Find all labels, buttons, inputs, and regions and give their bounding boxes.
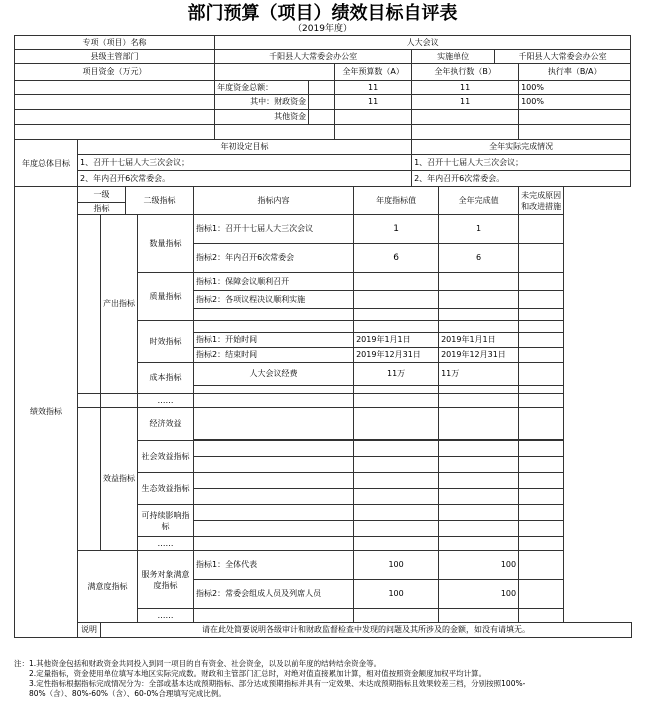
blank-cell	[519, 363, 564, 386]
effect-indicator-label: 效益指标	[101, 408, 138, 551]
annual-total-label: 年度资金总额：	[215, 81, 309, 95]
blank-cell	[519, 125, 631, 140]
level1-header-top: 一级	[78, 187, 126, 203]
blank-cell	[519, 333, 564, 348]
blank-cell	[354, 521, 439, 537]
timeliness-actual-1: 2019年1月1日	[439, 333, 519, 348]
blank-cell	[78, 394, 101, 408]
quantity-indicator-label: 数量指标	[138, 215, 194, 273]
other-funds-label: 其他资金	[215, 110, 309, 125]
blank-cell	[354, 505, 439, 521]
initial-goal-1: 1、召开十七届人大三次会议；	[78, 155, 412, 171]
finance-funds-label: 其中：财政资金	[215, 95, 309, 110]
impl-unit-value: 千阳县人大常委会办公室	[495, 50, 631, 64]
service-satisfaction-label: 服务对象满意度指标	[138, 551, 194, 609]
blank-cell	[354, 408, 439, 440]
blank-cell	[439, 537, 519, 551]
blank-cell	[354, 489, 439, 505]
dept-in-charge-value: 千阳县人大常委会办公室	[215, 50, 412, 64]
blank-cell	[15, 110, 215, 125]
blank-cell	[15, 95, 215, 110]
blank-cell	[215, 64, 335, 81]
blank-cell	[194, 521, 354, 537]
quantity-indicator-1: 指标1：召开十七届人大三次会议	[194, 215, 354, 244]
blank-cell	[194, 386, 354, 394]
blank-cell	[519, 489, 564, 505]
blank-cell	[354, 537, 439, 551]
blank-cell	[439, 291, 519, 309]
content-header: 指标内容	[194, 187, 354, 215]
blank-cell	[412, 110, 519, 125]
footnote-3: 3.定性指标根据指标完成情况分为：全部或基本达成预期指标、部分达成预期指标并具有一定效果、未达成预期指标且效果较差三档，分别按照100%-	[14, 679, 526, 688]
blank-cell	[194, 394, 354, 408]
blank-cell	[519, 348, 564, 363]
social-indicator-label: 社会效益指标	[138, 441, 194, 473]
blank-cell	[215, 125, 335, 140]
economic-indicator-label: 经济效益	[138, 408, 194, 441]
reason-header: 未完成原因和改进措施	[519, 187, 564, 215]
satisfaction-indicator-label: 满意度指标	[78, 551, 138, 623]
blank-cell	[309, 81, 335, 95]
blank-cell	[439, 309, 519, 321]
timeliness-indicator-label: 时效指标	[138, 321, 194, 363]
output-indicator-label: 产出指标	[101, 215, 138, 394]
remark-label: 说明	[78, 623, 101, 638]
initial-goal-header: 年初设定目标	[78, 140, 412, 155]
satisfaction-ellipsis: ……	[138, 609, 194, 623]
funds-label: 项目资金（万元）	[15, 64, 215, 81]
blank-cell	[519, 386, 564, 394]
finance-rate-value: 100%	[519, 95, 631, 110]
blank-cell	[439, 521, 519, 537]
timeliness-target-2: 2019年12月31日	[354, 348, 439, 363]
blank-cell	[354, 473, 439, 489]
blank-cell	[15, 125, 215, 140]
blank-cell	[519, 609, 564, 623]
blank-cell	[439, 609, 519, 623]
dept-in-charge-label: 县级主管部门	[15, 50, 215, 64]
blank-cell	[519, 457, 564, 473]
cost-indicator-1: 人大会议经费	[194, 363, 354, 386]
satisfaction-indicator-2: 指标2：常委会组成人员及列席人员	[194, 580, 354, 609]
perf-indicator-label: 绩效指标	[15, 187, 78, 638]
blank-cell	[335, 110, 412, 125]
blank-cell	[335, 125, 412, 140]
effect-ellipsis: ……	[138, 537, 194, 551]
actual-value-header: 全年完成值	[439, 187, 519, 215]
blank-cell	[194, 321, 354, 333]
self-evaluation-table	[14, 35, 632, 638]
timeliness-indicator-1: 指标1：开始时间	[194, 333, 354, 348]
budget-col-header: 全年预算数（A）	[335, 64, 412, 81]
blank-cell	[519, 580, 564, 609]
finance-exec-value: 11	[412, 95, 519, 110]
footnotes	[14, 659, 639, 699]
blank-cell	[519, 394, 564, 408]
quality-indicator-2: 指标2：各项议程决议顺利实施	[194, 291, 354, 309]
blank-cell	[194, 309, 354, 321]
blank-cell	[354, 321, 439, 333]
blank-cell	[194, 457, 354, 473]
project-name-label: 专项（项目）名称	[15, 36, 215, 50]
output-ellipsis: ……	[138, 394, 194, 408]
blank-cell	[439, 408, 519, 440]
rate-col-header: 执行率（B/A）	[519, 64, 631, 81]
blank-cell	[439, 394, 519, 408]
blank-cell	[194, 441, 354, 457]
actual-status-1: 1、召开十七届人大三次会议；	[412, 155, 631, 171]
blank-cell	[519, 473, 564, 489]
blank-cell	[309, 95, 335, 110]
blank-cell	[519, 505, 564, 521]
satisfaction-target-1: 100	[354, 551, 439, 580]
project-name-value: 人大会议	[215, 36, 631, 50]
satisfaction-actual-2: 100	[439, 580, 519, 609]
blank-cell	[412, 125, 519, 140]
total-rate-value: 100%	[519, 81, 631, 95]
annual-value-header: 年度指标值	[354, 187, 439, 215]
footnote-4: 80%（含）、80%-60%（含）、60-0%合理填写完成比例。	[14, 689, 226, 698]
cost-actual-1: 11万	[439, 363, 519, 386]
blank-cell	[194, 505, 354, 521]
footnote-2: 2.定量指标，资金使用单位填写本地区实际完成数。财政和主管部门汇总时，对绝对值直接累加计算，相对值按照资金额度加权平均计算。	[14, 669, 487, 678]
blank-cell	[309, 110, 335, 125]
blank-cell	[439, 473, 519, 489]
blank-cell	[519, 537, 564, 551]
initial-goal-2: 2、年内召开6次常委会。	[78, 171, 412, 187]
blank-cell	[519, 521, 564, 537]
blank-cell	[194, 473, 354, 489]
blank-cell	[519, 215, 564, 244]
eco-indicator-label: 生态效益指标	[138, 473, 194, 505]
sustain-indicator-label: 可持续影响指标	[138, 505, 194, 537]
quantity-indicator-2: 指标2：年内召开6次常委会	[194, 244, 354, 273]
level2-header: 二级指标	[126, 187, 194, 215]
blank-cell	[78, 408, 101, 551]
blank-cell	[354, 457, 439, 473]
blank-cell	[519, 273, 564, 291]
cost-indicator-label: 成本指标	[138, 363, 194, 394]
blank-cell	[194, 609, 354, 623]
quality-indicator-label: 质量指标	[138, 273, 194, 321]
blank-cell	[194, 408, 354, 440]
blank-cell	[439, 273, 519, 291]
blank-cell	[519, 441, 564, 457]
timeliness-indicator-2: 指标2：结束时间	[194, 348, 354, 363]
actual-status-2: 2、年内召开6次常委会。	[412, 171, 631, 187]
blank-cell	[78, 215, 101, 394]
blank-cell	[194, 537, 354, 551]
quantity-target-2: 6	[354, 244, 439, 273]
timeliness-actual-2: 2019年12月31日	[439, 348, 519, 363]
quantity-actual-2: 6	[439, 244, 519, 273]
blank-cell	[354, 609, 439, 623]
satisfaction-actual-1: 100	[439, 551, 519, 580]
cost-target-1: 11万	[354, 363, 439, 386]
quantity-actual-1: 1	[439, 215, 519, 244]
satisfaction-indicator-1: 指标1：全体代表	[194, 551, 354, 580]
blank-cell	[194, 489, 354, 505]
quantity-target-1: 1	[354, 215, 439, 244]
level1-header-bottom: 指标	[78, 203, 126, 215]
satisfaction-target-2: 100	[354, 580, 439, 609]
quality-indicator-1: 指标1：保障会议顺利召开	[194, 273, 354, 291]
impl-unit-label: 实施单位	[412, 50, 495, 64]
blank-cell	[519, 309, 564, 321]
exec-col-header: 全年执行数（B）	[412, 64, 519, 81]
blank-cell	[519, 321, 564, 333]
remark-text: 请在此处简要说明各级审计和财政监督检查中发现的问题及其所涉及的金额，如没有请填无。	[101, 623, 632, 638]
blank-cell	[354, 441, 439, 457]
blank-cell	[519, 244, 564, 273]
blank-cell	[519, 291, 564, 309]
blank-cell	[354, 394, 439, 408]
page-title: 部门预算（项目）绩效目标自评表	[187, 3, 458, 24]
total-exec-value: 11	[412, 81, 519, 95]
blank-cell	[519, 110, 631, 125]
footnote-1: 注：1.其他资金包括和财政资金共同投入到同一项目的自有资金、社会资金，以及以前年度的结转结余资金等。	[14, 659, 382, 668]
blank-cell	[354, 291, 439, 309]
blank-cell	[439, 386, 519, 394]
blank-cell	[439, 505, 519, 521]
blank-cell	[354, 386, 439, 394]
blank-cell	[354, 273, 439, 291]
blank-cell	[354, 309, 439, 321]
blank-cell	[439, 457, 519, 473]
timeliness-target-1: 2019年1月1日	[354, 333, 439, 348]
blank-cell	[519, 408, 564, 440]
blank-cell	[439, 321, 519, 333]
blank-cell	[439, 489, 519, 505]
blank-cell	[101, 394, 138, 408]
blank-cell	[15, 81, 215, 95]
blank-cell	[439, 441, 519, 457]
blank-cell	[519, 551, 564, 580]
total-budget-value: 11	[335, 81, 412, 95]
finance-budget-value: 11	[335, 95, 412, 110]
overall-goal-label: 年度总体目标	[15, 140, 78, 187]
page-subtitle: （2019年度）	[293, 24, 352, 34]
actual-status-header: 全年实际完成情况	[412, 140, 631, 155]
